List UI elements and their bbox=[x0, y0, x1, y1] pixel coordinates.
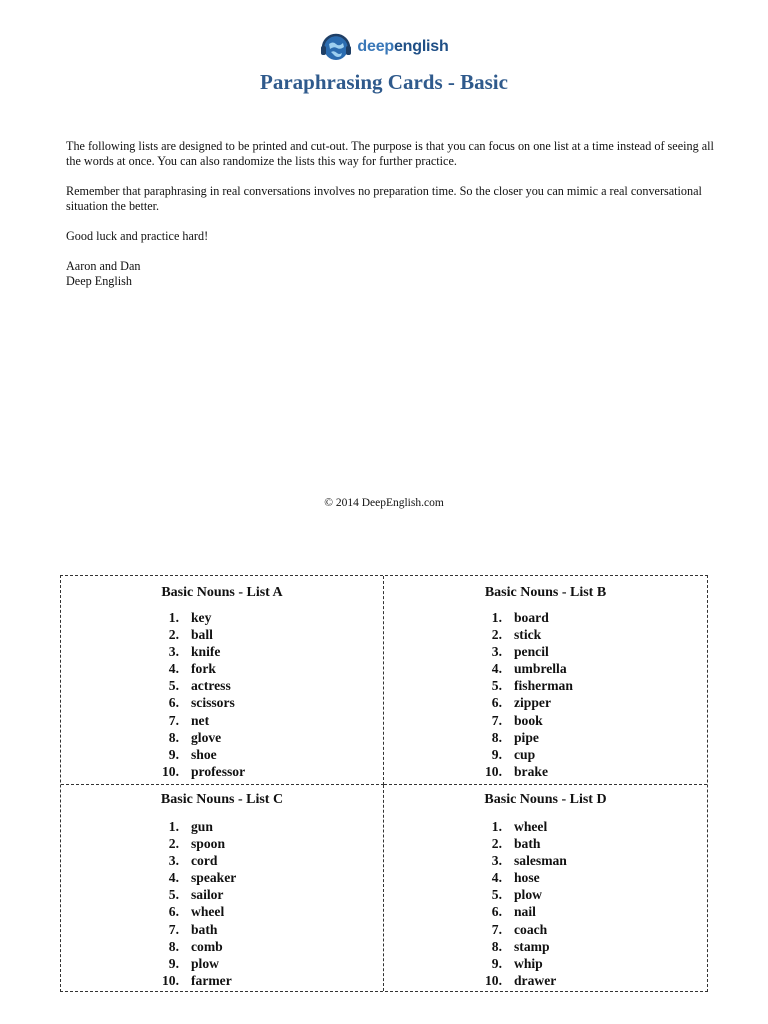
card-list-c bbox=[61, 785, 384, 991]
item-word: sailor bbox=[191, 887, 224, 903]
item-word: stick bbox=[514, 627, 542, 643]
list-item bbox=[474, 886, 567, 903]
item-number: 2. bbox=[168, 627, 179, 643]
item-number: 8. bbox=[491, 729, 502, 745]
item-word: actress bbox=[191, 678, 231, 694]
item-word: pencil bbox=[514, 644, 549, 660]
item-word: ball bbox=[191, 627, 213, 643]
word-list bbox=[151, 818, 236, 989]
item-word: speaker bbox=[191, 870, 237, 886]
list-item bbox=[474, 818, 567, 835]
globe-headphones-icon bbox=[319, 30, 353, 64]
item-word: wheel bbox=[514, 819, 548, 834]
item-word: bath bbox=[514, 836, 541, 852]
item-word: nail bbox=[514, 904, 536, 920]
list-item bbox=[151, 818, 236, 835]
item-word: board bbox=[514, 610, 549, 625]
list-item bbox=[151, 886, 236, 903]
item-word: net bbox=[191, 712, 210, 728]
item-number: 7. bbox=[168, 712, 179, 728]
list-item bbox=[474, 903, 567, 920]
card-title: Basic Nouns - List B bbox=[484, 585, 607, 600]
page-title: Paraphrasing Cards - Basic bbox=[260, 70, 508, 94]
item-number: 1. bbox=[491, 610, 502, 625]
item-word: zipper bbox=[514, 695, 551, 711]
card-title: Basic Nouns - List D bbox=[484, 792, 607, 807]
item-number: 1. bbox=[168, 819, 179, 834]
item-word: professor bbox=[191, 763, 246, 779]
word-list bbox=[474, 609, 573, 780]
list-item bbox=[474, 746, 573, 763]
item-number: 7. bbox=[491, 712, 502, 728]
item-word: shoe bbox=[191, 746, 217, 762]
item-word: salesman bbox=[514, 853, 567, 869]
list-item bbox=[474, 869, 567, 886]
item-number: 10. bbox=[485, 972, 502, 988]
item-word: stamp bbox=[514, 938, 550, 954]
item-number: 9. bbox=[168, 746, 179, 762]
list-item bbox=[151, 746, 245, 763]
item-word: coach bbox=[514, 921, 548, 937]
item-word: umbrella bbox=[514, 661, 567, 677]
item-word: key bbox=[191, 610, 212, 625]
item-word: gun bbox=[191, 819, 213, 834]
item-word: comb bbox=[191, 938, 223, 954]
item-number: 3. bbox=[491, 644, 502, 660]
signature-org: Deep English bbox=[66, 274, 133, 288]
logo-text-deep: deep bbox=[357, 38, 394, 55]
card-title: Basic Nouns - List A bbox=[161, 585, 283, 600]
item-number: 1. bbox=[168, 610, 179, 625]
card-title: Basic Nouns - List C bbox=[160, 792, 284, 807]
list-item bbox=[474, 972, 567, 989]
item-number: 1. bbox=[491, 819, 502, 834]
list-item bbox=[151, 921, 236, 938]
item-number: 9. bbox=[491, 746, 502, 762]
item-number: 3. bbox=[168, 644, 179, 660]
item-number: 8. bbox=[168, 729, 179, 745]
copyright: © 2014 DeepEnglish.com bbox=[324, 497, 444, 509]
intro-text bbox=[66, 139, 716, 289]
item-number: 9. bbox=[168, 955, 179, 971]
item-number: 6. bbox=[491, 695, 502, 711]
item-word: wheel bbox=[191, 904, 225, 920]
item-word: spoon bbox=[191, 836, 226, 852]
word-list bbox=[474, 818, 567, 989]
list-item bbox=[151, 729, 245, 746]
list-item bbox=[474, 626, 573, 643]
item-number: 2. bbox=[491, 627, 502, 643]
item-number: 3. bbox=[168, 853, 179, 869]
card-list-a bbox=[61, 576, 384, 785]
logo bbox=[0, 30, 768, 64]
list-item bbox=[474, 852, 567, 869]
item-number: 5. bbox=[168, 887, 179, 903]
list-item bbox=[474, 955, 567, 972]
item-number: 6. bbox=[168, 695, 179, 711]
item-number: 2. bbox=[491, 836, 502, 852]
item-word: hose bbox=[514, 870, 540, 886]
list-item bbox=[151, 852, 236, 869]
list-item bbox=[151, 694, 245, 711]
item-number: 4. bbox=[491, 661, 502, 677]
list-item bbox=[474, 694, 573, 711]
item-number: 7. bbox=[168, 921, 179, 937]
intro-paragraph-3: Good luck and practice hard! bbox=[66, 229, 209, 243]
item-number: 10. bbox=[162, 763, 179, 779]
list-item bbox=[474, 835, 567, 852]
item-number: 8. bbox=[168, 938, 179, 954]
card-list-d bbox=[384, 785, 707, 991]
item-number: 4. bbox=[168, 661, 179, 677]
item-word: farmer bbox=[191, 972, 232, 988]
cards-grid bbox=[60, 575, 708, 992]
item-number: 4. bbox=[491, 870, 502, 886]
item-number: 2. bbox=[168, 836, 179, 852]
list-item bbox=[151, 835, 236, 852]
item-number: 6. bbox=[168, 904, 179, 920]
item-number: 3. bbox=[491, 853, 502, 869]
item-number: 4. bbox=[168, 870, 179, 886]
item-number: 8. bbox=[491, 938, 502, 954]
list-item bbox=[474, 921, 567, 938]
list-item bbox=[151, 626, 245, 643]
list-item bbox=[151, 660, 245, 677]
item-word: whip bbox=[514, 955, 543, 971]
item-word: scissors bbox=[191, 695, 235, 711]
list-item bbox=[474, 643, 573, 660]
item-word: book bbox=[514, 712, 543, 728]
list-item bbox=[151, 972, 236, 989]
list-item bbox=[151, 869, 236, 886]
item-word: cord bbox=[191, 853, 218, 869]
item-word: glove bbox=[191, 729, 222, 745]
item-number: 10. bbox=[485, 763, 502, 779]
list-item bbox=[474, 660, 573, 677]
item-number: 6. bbox=[491, 904, 502, 920]
card-list-b bbox=[384, 576, 707, 785]
list-item bbox=[151, 903, 236, 920]
item-word: knife bbox=[191, 644, 221, 660]
list-item bbox=[151, 677, 245, 694]
item-word: cup bbox=[514, 746, 536, 762]
item-number: 9. bbox=[491, 955, 502, 971]
list-item bbox=[151, 712, 245, 729]
list-item bbox=[151, 938, 236, 955]
intro-paragraph-1: The following lists are designed to be printed and cut-out. The purpose is that you can focus on one list at a time instead of seeing all the words at once. You can also randomize the lists this way for further practice. bbox=[66, 139, 714, 168]
list-item bbox=[474, 938, 567, 955]
signature-names: Aaron and Dan bbox=[66, 259, 141, 273]
intro-paragraph-2: Remember that paraphrasing in real conversations involves no preparation time. So the closer you can mimic a real conversational situation the better. bbox=[66, 184, 702, 213]
item-word: bath bbox=[191, 921, 218, 937]
item-number: 7. bbox=[491, 921, 502, 937]
item-word: plow bbox=[191, 955, 219, 971]
item-number: 10. bbox=[162, 972, 179, 988]
item-word: fisherman bbox=[514, 678, 573, 694]
item-number: 5. bbox=[168, 678, 179, 694]
list-item bbox=[474, 609, 573, 626]
item-number: 5. bbox=[491, 678, 502, 694]
item-number: 5. bbox=[491, 887, 502, 903]
list-item bbox=[474, 763, 573, 780]
item-word: fork bbox=[191, 661, 216, 677]
item-word: brake bbox=[514, 763, 548, 779]
list-item bbox=[151, 763, 245, 780]
list-item bbox=[151, 609, 245, 626]
item-word: drawer bbox=[514, 972, 557, 988]
word-list bbox=[151, 609, 245, 780]
list-item bbox=[151, 643, 245, 660]
list-item bbox=[474, 729, 573, 746]
list-item bbox=[474, 677, 573, 694]
list-item bbox=[151, 955, 236, 972]
item-word: pipe bbox=[514, 729, 539, 745]
list-item bbox=[474, 712, 573, 729]
item-word: plow bbox=[514, 887, 542, 903]
logo-text-english: english bbox=[393, 38, 449, 55]
